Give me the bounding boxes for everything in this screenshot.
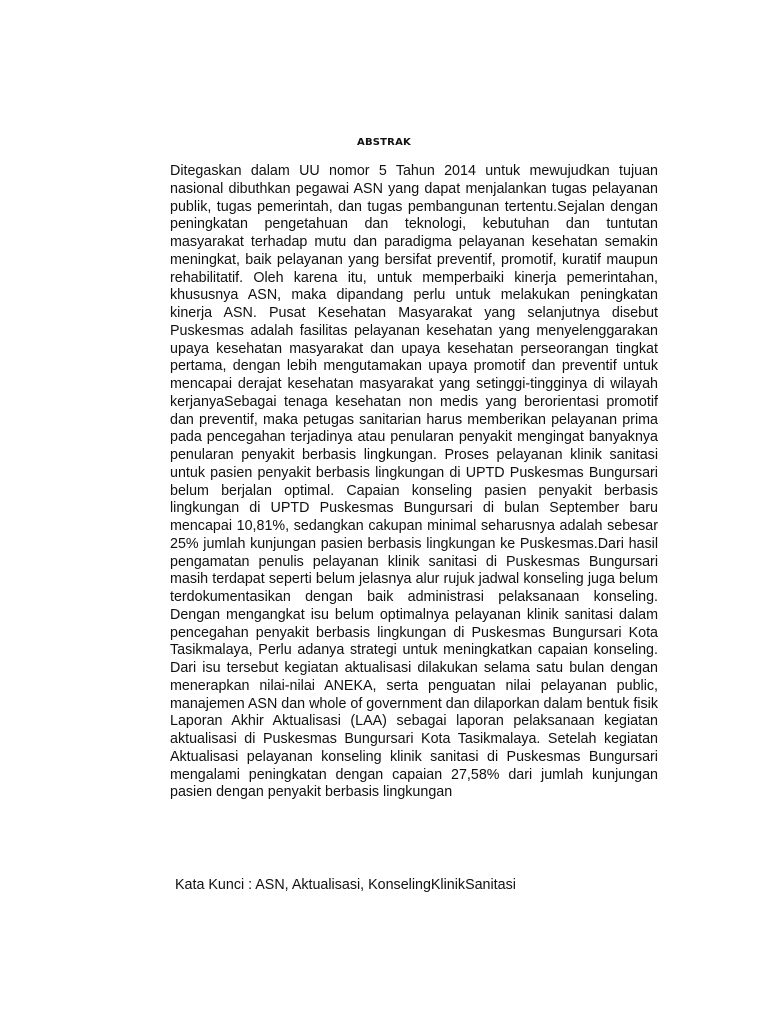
keywords-line: Kata Kunci : ASN, Aktualisasi, KonselingKlinikSanitasi (175, 877, 516, 893)
abstract-title: ABSTRAK (357, 137, 411, 148)
abstract-body: Ditegaskan dalam UU nomor 5 Tahun 2014 untuk mewujudkan tujuan nasional dibuthkan pegawai ASN yang dapat menjalankan tugas pelayanan publik, tugas pemerintah, dan tugas pembangunan tertentu.Sejalan dengan peningkatan pengetahuan dan teknologi, kebutuhan dan tuntutan masyarakat terhadap mutu dan paradigma pelayanan kesehatan semakin meningkat, baik pelayanan yang bersifat preventif, promotif, kuratif maupun rehabilitatif. Oleh karena itu, untuk memperbaiki kinerja pemerintahan, khususnya ASN, maka dipandang perlu untuk melakukan peningkatan kinerja ASN. Pusat Kesehatan Masyarakat yang selanjutnya disebut Puskesmas adalah fasilitas pelayanan kesehatan yang menyelenggarakan upaya kesehatan masyarakat dan upaya kesehatan perseorangan tingkat pertama, dengan lebih mengutamakan upaya promotif dan preventif untuk mencapai derajat kesehatan masyarakat yang setinggi-tingginya di wilayah kerjanyaSebagai tenaga kesehatan non medis yang berorientasi promotif dan preventif, maka petugas sanitarian harus memberikan pelayanan prima pada pencegahan terjadinya atau penularan penyakit mengingat banyaknya penularan penyakit berbasis lingkungan. Proses pelayanan klinik sanitasi untuk pasien penyakit berbasis lingkungan di UPTD Puskesmas Bungursari belum berjalan optimal. Capaian konseling pasien penyakit berbasis lingkungan di UPTD Puskesmas Bungursari di bulan September baru mencapai 10,81%, sedangkan cakupan minimal seharusnya adalah sebesar 25% jumlah kunjungan pasien berbasis lingkungan ke Puskesmas.Dari hasil pengamatan penulis pelayanan klinik sanitasi di Puskesmas Bungursari masih terdapat seperti belum jelasnya alur rujuk jadwal konseling juga belum terdokumentasikan dengan baik administrasi pelaksanaan konseling. Dengan mengangkat isu belum optimalnya pelayanan klinik sanitasi dalam pencegahan penyakit berbasis lingkungan di Puskesmas Bungursari Kota Tasikmalaya, Perlu adanya strategi untuk meningkatkan capaian konseling. Dari isu tersebut kegiatan aktualisasi dilakukan selama satu bulan dengan menerapkan nilai-nilai ANEKA, serta penguatan nilai pelayanan public, manajemen ASN dan whole of government dan dilaporkan dalam bentuk fisik Laporan Akhir Aktualisasi (LAA) sebagai laporan pelaksanaan kegiatan aktualisasi di Puskesmas Bungursari Kota Tasikmalaya. Setelah kegiatan Aktualisasi pelayanan konseling klinik sanitasi di Puskesmas Bungursari mengalami peningkatan dengan capaian 27,58% dari jumlah kunjungan pasien dengan penyakit berbasis lingkungan (170, 163, 658, 801)
